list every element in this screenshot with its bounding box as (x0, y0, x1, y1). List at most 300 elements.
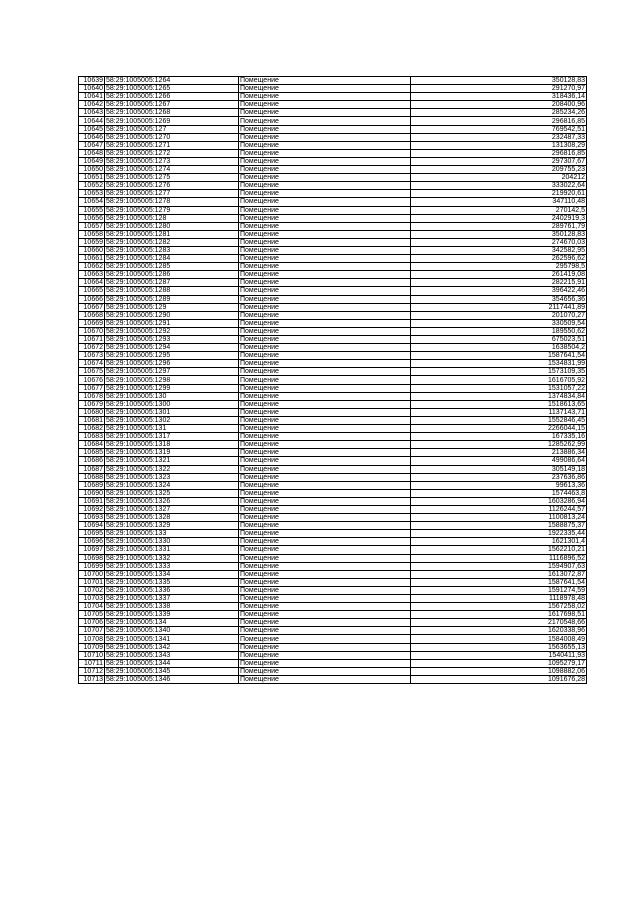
object-type: Помещение (239, 562, 411, 570)
row-number: 10683 (79, 433, 105, 441)
row-number: 10689 (79, 481, 105, 489)
table-row (79, 198, 587, 206)
table-row (79, 497, 587, 505)
cadastral-number: 58:29:1005005:1298 (105, 376, 239, 384)
cadastral-number: 58:29:1005005:1283 (105, 246, 239, 254)
table-row (79, 659, 587, 667)
object-type: Помещение (239, 311, 411, 319)
cadastral-number: 58:29:1005005:1291 (105, 319, 239, 327)
object-type: Помещение (239, 570, 411, 578)
cadastral-number: 58:29:1005005:1335 (105, 578, 239, 586)
row-number: 10654 (79, 198, 105, 206)
table-row (79, 651, 587, 659)
cadastral-value: 2117441,89 (411, 303, 587, 311)
object-type: Помещение (239, 465, 411, 473)
table-row (79, 595, 587, 603)
row-number: 10673 (79, 352, 105, 360)
object-type: Помещение (239, 125, 411, 133)
cadastral-number: 58:29:1005005:1299 (105, 384, 239, 392)
cadastral-value: 1285262,99 (411, 441, 587, 449)
table-row (79, 271, 587, 279)
table-row (79, 182, 587, 190)
object-type: Помещение (239, 619, 411, 627)
row-number: 10663 (79, 271, 105, 279)
object-type: Помещение (239, 392, 411, 400)
table-row (79, 400, 587, 408)
table-row (79, 465, 587, 473)
row-number: 10660 (79, 246, 105, 254)
table-row (79, 287, 587, 295)
table-row (79, 125, 587, 133)
table-row (79, 368, 587, 376)
cadastral-number: 58:29:1005005:1285 (105, 263, 239, 271)
row-number: 10670 (79, 327, 105, 335)
cadastral-value: 1563655,13 (411, 643, 587, 651)
cadastral-value: 769542,51 (411, 125, 587, 133)
row-number: 10639 (79, 77, 105, 85)
row-number: 10690 (79, 489, 105, 497)
cadastral-value: 305149,18 (411, 465, 587, 473)
cadastral-value: 295798,5 (411, 263, 587, 271)
row-number: 10703 (79, 595, 105, 603)
cadastral-number: 58:29:1005005:1345 (105, 667, 239, 675)
cadastral-number: 58:29:1005005:1300 (105, 400, 239, 408)
object-type: Помещение (239, 303, 411, 311)
cadastral-value: 354656,36 (411, 295, 587, 303)
cadastral-number: 58:29:1005005:1297 (105, 368, 239, 376)
cadastral-number: 58:29:1005005:133 (105, 530, 239, 538)
table-row (79, 336, 587, 344)
cadastral-number: 58:29:1005005:1293 (105, 336, 239, 344)
row-number: 10642 (79, 101, 105, 109)
cadastral-value: 2170548,66 (411, 619, 587, 627)
cadastral-value: 1603286,94 (411, 497, 587, 505)
table-row (79, 303, 587, 311)
cadastral-number: 58:29:1005005:134 (105, 619, 239, 627)
cadastral-number: 58:29:1005005:1317 (105, 433, 239, 441)
row-number: 10677 (79, 384, 105, 392)
cadastral-value: 237636,86 (411, 473, 587, 481)
table-row (79, 101, 587, 109)
row-number: 10661 (79, 255, 105, 263)
object-type: Помещение (239, 651, 411, 659)
cadastral-value: 1620338,96 (411, 627, 587, 635)
row-number: 10705 (79, 611, 105, 619)
row-number: 10656 (79, 214, 105, 222)
table-row (79, 538, 587, 546)
object-type: Помещение (239, 473, 411, 481)
cadastral-value: 291270,97 (411, 85, 587, 93)
cadastral-number: 58:29:1005005:1334 (105, 570, 239, 578)
cadastral-value: 1098882,06 (411, 667, 587, 675)
table-row (79, 522, 587, 530)
row-number: 10709 (79, 643, 105, 651)
cadastral-value: 1613072,87 (411, 570, 587, 578)
object-type: Помещение (239, 481, 411, 489)
row-number: 10668 (79, 311, 105, 319)
object-type: Помещение (239, 416, 411, 424)
object-type: Помещение (239, 93, 411, 101)
cadastral-number: 58:29:1005005:1325 (105, 489, 239, 497)
row-number: 10643 (79, 109, 105, 117)
cadastral-value: 350128,83 (411, 77, 587, 85)
row-number: 10696 (79, 538, 105, 546)
table-row (79, 295, 587, 303)
table-row (79, 489, 587, 497)
object-type: Помещение (239, 214, 411, 222)
row-number: 10692 (79, 505, 105, 513)
row-number: 10640 (79, 85, 105, 93)
table-row (79, 344, 587, 352)
cadastral-value: 274670,03 (411, 238, 587, 246)
cadastral-value: 396422,46 (411, 287, 587, 295)
cadastral-number: 58:29:1005005:1323 (105, 473, 239, 481)
table-row (79, 586, 587, 594)
cadastral-number: 58:29:1005005:1275 (105, 174, 239, 182)
table-row (79, 311, 587, 319)
row-number: 10674 (79, 360, 105, 368)
object-type: Помещение (239, 376, 411, 384)
object-type: Помещение (239, 182, 411, 190)
cadastral-number: 58:29:1005005:1318 (105, 441, 239, 449)
table-row (79, 206, 587, 214)
row-number: 10666 (79, 295, 105, 303)
object-type: Помещение (239, 505, 411, 513)
object-type: Помещение (239, 675, 411, 683)
cadastral-number: 58:29:1005005:1292 (105, 327, 239, 335)
object-type: Помещение (239, 659, 411, 667)
cadastral-value: 1594907,63 (411, 562, 587, 570)
cadastral-number: 58:29:1005005:1286 (105, 271, 239, 279)
cadastral-value: 1137143,71 (411, 408, 587, 416)
cadastral-value: 209755,23 (411, 166, 587, 174)
cadastral-number: 58:29:1005005:1338 (105, 603, 239, 611)
table-row (79, 214, 587, 222)
row-number: 10702 (79, 586, 105, 594)
cadastral-number: 58:29:1005005:1267 (105, 101, 239, 109)
table-row (79, 255, 587, 263)
cadastral-number: 58:29:1005005:1301 (105, 408, 239, 416)
object-type: Помещение (239, 667, 411, 675)
cadastral-number: 58:29:1005005:1330 (105, 538, 239, 546)
cadastral-number: 58:29:1005005:1328 (105, 514, 239, 522)
table-row (79, 230, 587, 238)
cadastral-value: 1118978,48 (411, 595, 587, 603)
object-type: Помещение (239, 85, 411, 93)
row-number: 10653 (79, 190, 105, 198)
cadastral-number: 58:29:1005005:1344 (105, 659, 239, 667)
object-type: Помещение (239, 554, 411, 562)
table-row (79, 408, 587, 416)
cadastral-value: 1374834,84 (411, 392, 587, 400)
cadastral-number: 58:29:1005005:1339 (105, 611, 239, 619)
cadastral-value: 1922335,44 (411, 530, 587, 538)
object-type: Помещение (239, 327, 411, 335)
table-row (79, 222, 587, 230)
cadastral-value: 350128,83 (411, 230, 587, 238)
cadastral-value: 1567258,02 (411, 603, 587, 611)
table-row (79, 352, 587, 360)
object-type: Помещение (239, 643, 411, 651)
row-number: 10665 (79, 287, 105, 295)
table-row (79, 327, 587, 335)
cadastral-number: 58:29:1005005:1321 (105, 457, 239, 465)
cadastral-value: 1552846,45 (411, 416, 587, 424)
row-number: 10657 (79, 222, 105, 230)
cadastral-value: 219920,61 (411, 190, 587, 198)
table-row (79, 85, 587, 93)
cadastral-value: 1531057,22 (411, 384, 587, 392)
table-row (79, 360, 587, 368)
row-number: 10691 (79, 497, 105, 505)
property-table (78, 76, 587, 684)
cadastral-value: 1534831,99 (411, 360, 587, 368)
object-type: Помещение (239, 287, 411, 295)
cadastral-value: 1617698,51 (411, 611, 587, 619)
row-number: 10682 (79, 425, 105, 433)
table-row (79, 514, 587, 522)
object-type: Помещение (239, 230, 411, 238)
object-type: Помещение (239, 578, 411, 586)
row-number: 10694 (79, 522, 105, 530)
cadastral-number: 58:29:1005005:1326 (105, 497, 239, 505)
object-type: Помещение (239, 77, 411, 85)
object-type: Помещение (239, 522, 411, 530)
cadastral-number: 58:29:1005005:1269 (105, 117, 239, 125)
cadastral-value: 208400,96 (411, 101, 587, 109)
table-row (79, 643, 587, 651)
cadastral-value: 1095279,17 (411, 659, 587, 667)
row-number: 10707 (79, 627, 105, 635)
row-number: 10700 (79, 570, 105, 578)
table-row (79, 425, 587, 433)
cadastral-number: 58:29:1005005:1264 (105, 77, 239, 85)
table-row (79, 238, 587, 246)
cadastral-number: 58:29:1005005:1272 (105, 149, 239, 157)
cadastral-number: 58:29:1005005:1280 (105, 222, 239, 230)
row-number: 10697 (79, 546, 105, 554)
row-number: 10646 (79, 133, 105, 141)
row-number: 10706 (79, 619, 105, 627)
object-type: Помещение (239, 635, 411, 643)
object-type: Помещение (239, 279, 411, 287)
cadastral-value: 204212 (411, 174, 587, 182)
table-row (79, 505, 587, 513)
row-number: 10687 (79, 465, 105, 473)
object-type: Помещение (239, 352, 411, 360)
cadastral-value: 1116896,52 (411, 554, 587, 562)
row-number: 10672 (79, 344, 105, 352)
row-number: 10671 (79, 336, 105, 344)
object-type: Помещение (239, 546, 411, 554)
table-row (79, 554, 587, 562)
cadastral-number: 58:29:1005005:1296 (105, 360, 239, 368)
object-type: Помещение (239, 109, 411, 117)
cadastral-number: 58:29:1005005:1273 (105, 157, 239, 165)
row-number: 10676 (79, 376, 105, 384)
cadastral-number: 58:29:1005005:1327 (105, 505, 239, 513)
row-number: 10681 (79, 416, 105, 424)
cadastral-value: 675023,51 (411, 336, 587, 344)
cadastral-value: 261419,08 (411, 271, 587, 279)
row-number: 10701 (79, 578, 105, 586)
cadastral-value: 1638504,2 (411, 344, 587, 352)
object-type: Помещение (239, 425, 411, 433)
cadastral-number: 58:29:1005005:1274 (105, 166, 239, 174)
cadastral-value: 297307,67 (411, 157, 587, 165)
table-row (79, 441, 587, 449)
table-row (79, 166, 587, 174)
row-number: 10655 (79, 206, 105, 214)
object-type: Помещение (239, 408, 411, 416)
row-number: 10695 (79, 530, 105, 538)
cadastral-number: 58:29:1005005:1279 (105, 206, 239, 214)
cadastral-value: 189550,62 (411, 327, 587, 335)
object-type: Помещение (239, 271, 411, 279)
table-row (79, 246, 587, 254)
row-number: 10680 (79, 408, 105, 416)
table-row (79, 667, 587, 675)
cadastral-value: 333022,64 (411, 182, 587, 190)
cadastral-number: 58:29:1005005:1346 (105, 675, 239, 683)
object-type: Помещение (239, 514, 411, 522)
row-number: 10650 (79, 166, 105, 174)
cadastral-number: 58:29:1005005:131 (105, 425, 239, 433)
row-number: 10649 (79, 157, 105, 165)
cadastral-value: 285234,26 (411, 109, 587, 117)
object-type: Помещение (239, 255, 411, 263)
row-number: 10658 (79, 230, 105, 238)
row-number: 10710 (79, 651, 105, 659)
cadastral-number: 58:29:1005005:1337 (105, 595, 239, 603)
row-number: 10651 (79, 174, 105, 182)
object-type: Помещение (239, 319, 411, 327)
table-row (79, 675, 587, 683)
object-type: Помещение (239, 449, 411, 457)
table-row (79, 449, 587, 457)
cadastral-number: 58:29:1005005:1287 (105, 279, 239, 287)
table-row (79, 578, 587, 586)
table-row (79, 384, 587, 392)
cadastral-value: 1126244,57 (411, 505, 587, 513)
table-row (79, 141, 587, 149)
object-type: Помещение (239, 384, 411, 392)
cadastral-number: 58:29:1005005:1340 (105, 627, 239, 635)
cadastral-number: 58:29:1005005:1265 (105, 85, 239, 93)
object-type: Помещение (239, 222, 411, 230)
cadastral-value: 131308,29 (411, 141, 587, 149)
row-number: 10712 (79, 667, 105, 675)
table-row (79, 562, 587, 570)
table-row (79, 174, 587, 182)
row-number: 10645 (79, 125, 105, 133)
cadastral-value: 1518613,65 (411, 400, 587, 408)
row-number: 10698 (79, 554, 105, 562)
row-number: 10704 (79, 603, 105, 611)
table-row (79, 376, 587, 384)
object-type: Помещение (239, 489, 411, 497)
cadastral-number: 58:29:1005005:1281 (105, 230, 239, 238)
table-row (79, 416, 587, 424)
table-row (79, 157, 587, 165)
row-number: 10713 (79, 675, 105, 683)
row-number: 10667 (79, 303, 105, 311)
cadastral-number: 58:29:1005005:1289 (105, 295, 239, 303)
cadastral-value: 330509,54 (411, 319, 587, 327)
cadastral-number: 58:29:1005005:1342 (105, 643, 239, 651)
cadastral-value: 1587641,54 (411, 578, 587, 586)
table-row (79, 263, 587, 271)
cadastral-number: 58:29:1005005:1324 (105, 481, 239, 489)
table-row (79, 473, 587, 481)
row-number: 10648 (79, 149, 105, 157)
row-number: 10659 (79, 238, 105, 246)
object-type: Помещение (239, 174, 411, 182)
cadastral-value: 289761,79 (411, 222, 587, 230)
table-row (79, 433, 587, 441)
row-number: 10711 (79, 659, 105, 667)
row-number: 10708 (79, 635, 105, 643)
cadastral-value: 213886,34 (411, 449, 587, 457)
cadastral-value: 1584008,49 (411, 635, 587, 643)
cadastral-number: 58:29:1005005:129 (105, 303, 239, 311)
row-number: 10693 (79, 514, 105, 522)
cadastral-number: 58:29:1005005:1319 (105, 449, 239, 457)
cadastral-number: 58:29:1005005:1277 (105, 190, 239, 198)
row-number: 10684 (79, 441, 105, 449)
object-type: Помещение (239, 627, 411, 635)
cadastral-value: 1100813,24 (411, 514, 587, 522)
cadastral-number: 58:29:1005005:1329 (105, 522, 239, 530)
table-row (79, 109, 587, 117)
cadastral-number: 58:29:1005005:1266 (105, 93, 239, 101)
cadastral-number: 58:29:1005005:1290 (105, 311, 239, 319)
cadastral-value: 2266044,15 (411, 425, 587, 433)
row-number: 10644 (79, 117, 105, 125)
cadastral-value: 296816,85 (411, 149, 587, 157)
cadastral-value: 270142,5 (411, 206, 587, 214)
row-number: 10678 (79, 392, 105, 400)
cadastral-value: 99613,36 (411, 481, 587, 489)
cadastral-number: 58:29:1005005:1276 (105, 182, 239, 190)
cadastral-number: 58:29:1005005:1332 (105, 554, 239, 562)
object-type: Помещение (239, 238, 411, 246)
cadastral-value: 232487,33 (411, 133, 587, 141)
object-type: Помещение (239, 611, 411, 619)
row-number: 10664 (79, 279, 105, 287)
table-row (79, 190, 587, 198)
object-type: Помещение (239, 538, 411, 546)
table-row (79, 319, 587, 327)
object-type: Помещение (239, 246, 411, 254)
object-type: Помещение (239, 206, 411, 214)
table-row (79, 570, 587, 578)
table-row (79, 619, 587, 627)
cadastral-value: 1591274,59 (411, 586, 587, 594)
table-row (79, 133, 587, 141)
cadastral-value: 1091676,28 (411, 675, 587, 683)
cadastral-number: 58:29:1005005:1322 (105, 465, 239, 473)
cadastral-number: 58:29:1005005:127 (105, 125, 239, 133)
object-type: Помещение (239, 595, 411, 603)
object-type: Помещение (239, 441, 411, 449)
cadastral-value: 1562210,21 (411, 546, 587, 554)
table-row (79, 93, 587, 101)
object-type: Помещение (239, 166, 411, 174)
cadastral-number: 58:29:1005005:1295 (105, 352, 239, 360)
cadastral-value: 1588875,37 (411, 522, 587, 530)
cadastral-value: 1540411,93 (411, 651, 587, 659)
